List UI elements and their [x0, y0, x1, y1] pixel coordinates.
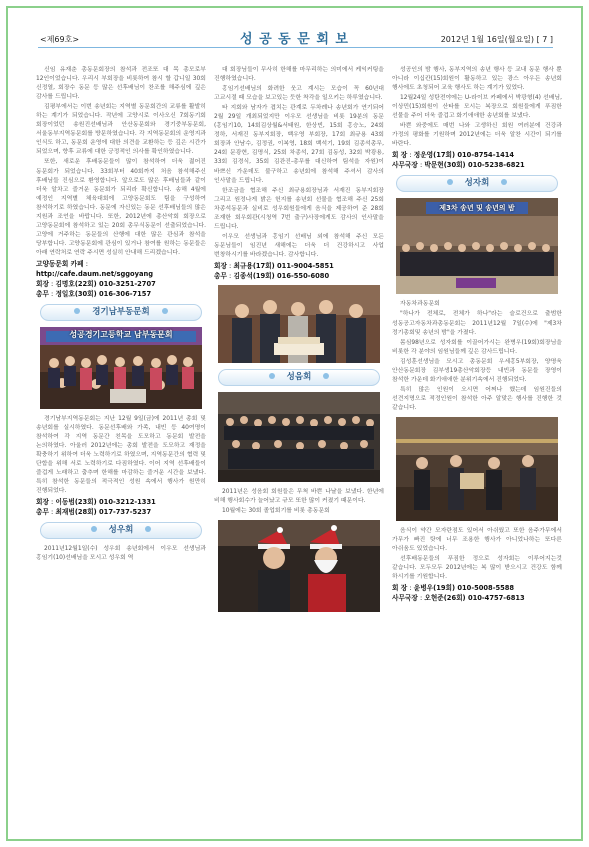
- column-2: [214, 66, 384, 618]
- article-paragraph: 10월에는 30회 졸업회기를 비롯 총동문회: [222, 508, 330, 515]
- contact-value: 윤병우(19회) 010-5008-5588: [413, 584, 515, 593]
- article-paragraph: 대 회장님들이 무사히 한해를 마무리하는 의미에서 케익커팅을 진행하였습니다.: [214, 67, 384, 83]
- contact-label: 사무국장: [392, 594, 418, 603]
- article-paragraph: 바쁜 와중에도 매번 나와 고생하신 회원 여러분에 건강과 가정의 평화를 기원하며 2012년에는 더욱 알찬 시간이 되기를 바란다.: [392, 123, 562, 148]
- contact-label: 회장: [36, 279, 49, 288]
- contact-value: 김종석(19회) 016-550-6080: [233, 271, 330, 280]
- column-3: [392, 66, 562, 603]
- article-paragraph: 김평부에서는 이번 송년회는 지역별 동문회간의 교류를 활발히 하는 계기가 되었습니다. 작년에 고양시로 이사오신 7회동기회 회장이었던 송원진선배님과 안산동문회와 경기중부동문회, 서울동부지역동문회를 방문하였습니다. 각 지역동문회의 운영지과 인식도 하고, 동문회 운영에 대한 의견을 교환하는 등 깊은 시간가 되었으며, 향후 교류에 대한 긍정적인 의사를 확인하였습니다.: [36, 104, 206, 156]
- column-1: [36, 66, 206, 565]
- article-paragraph: 한조금을 협조해 주신 최규용회장님과 서재진 동부지회장 그리고 원정나게 밝은 헌지를 송년회 선물을 협조해 주신 25회 차종석동문과 실비로 성우회원들에게 음식을 제공하여 준 28회 조재한 회우회관(시청역 7번 출구)사장에게도 감사의 인사말을 드립니다.: [214, 187, 384, 230]
- bullet-icon: [447, 179, 453, 185]
- issue-number: <제69호>: [40, 35, 80, 44]
- bullet-icon: [145, 526, 151, 532]
- contact-value: 오현준(26회) 010-4757-6813: [424, 594, 525, 603]
- contact-value: 최규용(17회) 011-9004-5851: [233, 261, 334, 270]
- bullet-icon: [501, 179, 507, 185]
- santa-event-image: [218, 520, 380, 612]
- contact-line: 총무 : 정일호(30회) 016-306-7157: [36, 289, 152, 298]
- photo-banner-text: 제3차 송년 및 송년의 밤: [439, 204, 515, 213]
- section-heading-seongja: 성자회: [396, 175, 558, 192]
- article-paragraph: 12월24일 성탄전야에는 U-라이브 카페에서 박광형(4) 선배님, 이상민(15)회원이 산타를 모시는 복장으로 회원들에게 푸짐한 선물을 주어 더욱 즐겁고 화기애애한 송년회를 보냈다.: [392, 95, 562, 120]
- article-paragraph: 2011년12월1일(수) 성우회 송년회에서 이우모 선생님과 홍임기(10)선배님을 모시고 성우회 역: [36, 546, 206, 562]
- article-paragraph: 이우모 선생님과 홍임기 선배님 외에 참석해 주신 모든 동문님들이 임진년 새해에는 더욱 더 건강하시고 사업 번창하시기를 바라겠습니다. 감사합니다.: [214, 233, 384, 258]
- contact-value: 이동범(23회) 010-3212-1331: [55, 498, 156, 507]
- article-paragraph: 특히 많은 인원이 오시면 어쩌나 했는데 임원진들의 선견지명으로 적정인원이 참석한 아주 알맞은 행사를 진행한 것 같습니다.: [392, 386, 562, 411]
- contact-label: 사무국장: [392, 161, 418, 170]
- seongeum-contacts: [392, 150, 562, 170]
- photo-seongeum-group: [218, 392, 380, 482]
- section-heading-seongwoo: 성우회: [40, 522, 202, 539]
- contact-line: 회장 : 이동범(23회) 010-3212-1331: [36, 498, 156, 507]
- issue-date: 2012년 1월 16일(월요일) [ 7 ]: [440, 35, 553, 44]
- section-heading-gyeonggi-south: 경기남부동문회: [40, 304, 202, 321]
- contact-line: 회장 : 최규용(17회) 011-9004-5851: [214, 261, 334, 270]
- cafe-link[interactable]: http://cafe.daum.net/sggoyang: [36, 269, 154, 278]
- bullet-icon: [269, 373, 275, 379]
- article-paragraph: "하나가 전체로, 전체가 하나"라는 슬로건으로 출범한 성동공고자동차과총동문회는 2011년12월 7일(수)에 "제3차 정기총회및 송년의 밤"을 가졌다.: [392, 311, 562, 336]
- article-paragraph: 김성훈선생님을 모시고 총동문회 우세홍5부회장, 양명욱 안산동문회장 김부생19총산악회장등 내빈과 동문들 장영이 참석한 가운데 화기애애한 분위기속에서 진행되었다.: [392, 358, 562, 383]
- bullet-icon: [91, 526, 97, 532]
- contact-line: 회 장 : 윤병우(19회) 010-5008-5588: [392, 584, 515, 593]
- article-paragraph: 타 지회와 남자가 겹치는 관계로 두차례나 송년회가 연기되어 2월 29일 개최되었지만 이우모 선생님을 비롯 19분의 동문(홍임기10, 14회김상월&서태원, 한상빈, 15회 홍승노, 24회 정하, 서재진 동부지회장, 백우영 부회장, 17회 최규용 43회 회장과 안남수, 김정권, 이복영, 18회 백석기, 19회 김종석총무, 24회 문광현, 김명식, 25회 차종석, 27회 김동성, 32회 박광용, 33회 김경식, 35회 김관진-총무를 대신하여 팀석을 자원)이 바쁘신 가운데도 불구하고 송년회에 참석해 주셔서 감사의 인사말을 드립니다.: [214, 105, 384, 184]
- article-paragraph: 경기남부지역동문회는 지난 12월 9일(금)에 2011년 총회 및 송년회를 실시하였다. 동문선후배와 가족, 내빈 등 40여명이 참석하여 각 지역 동문간 친목을 도모하고 동문회 발전을 논의하였다. 아울러 2012년에는 총회 발전을 도모하고 재정을 확충하기 위하여 더욱 노력하기로 하였으며, 지역동문간의 협력 및 단합을 위해 서로 노력하기로 다짐하였다. 이어 지역 선후배들이 즐겁게 노래하고 춤추며 한해를 마감하는 즐거운 시간을 보냈다. 특히 참석한 동문들의 적극적인 성원 속에서 행사가 원만히 진행되었다.: [36, 415, 206, 495]
- bullet-icon: [323, 373, 329, 379]
- contact-label: 총무: [36, 289, 49, 298]
- photo-seongja-event: [396, 198, 558, 294]
- seongja-ceremony-image: [396, 417, 558, 521]
- article-paragraph: 2011년은 성음회 회원들은 무척 바쁜 나날을 보냈다. 한년에 비해 행사회수가 늘어났고 규모 또한 많이 커졌기 때문이다.: [214, 488, 384, 505]
- contact-value: 최재범(28회) 017-737-5237: [55, 508, 152, 517]
- seongwoo-contacts: [214, 261, 384, 281]
- page-header: [8, 8, 581, 52]
- photo-banner-text: 성공경기고등학교 남부동문회: [69, 329, 173, 339]
- contact-label: 회장: [214, 261, 227, 270]
- contact-label: 고양동문회 카페: [36, 259, 84, 268]
- contact-value: 박문현(30회) 010-5238-6821: [424, 161, 525, 170]
- contact-line: 회장 : 김명호(22회) 010-3251-2707: [36, 279, 156, 288]
- seongja-contacts: [392, 583, 562, 603]
- gyeonggi-south-contacts: [36, 497, 206, 517]
- article-paragraph: 음식이 약간 모자란점도 있어서 아쉬웠고 또한 음주가무에서 가무가 빠진 탓에 너무 조용한 행사가 아니었나하는 또다른 아쉬움도 있었습니다.: [392, 527, 562, 553]
- header-divider: [38, 47, 553, 48]
- contact-line: 사무국장 : 오현준(26회) 010-4757-6813: [392, 594, 525, 603]
- article-paragraph: 또한, 새로운 후배동문들이 많이 참석하여 더욱 젊어진 동문회가 되었습니다. 33회부터 40회까지 처음 참석해주신 후배님들 진심으로 환영합니다. 앞으로도 많은 후배님들과 같이 더욱 알차고 즐거운 동문회가 되리라 확신합니다. 송해 4월에 예정인 지역별 체육대회에 고양동문회도 팀을 구성하여 참석하기로 하였습니다. 동문에 자신있는 동문 선후배님들의 많은 지원과 조언을 바랍니다. 또한, 2012년에 총산악회 회장으로 고양동문회에 참석하고 있는 20회 총무식동문이 선출되었습니다. 고양에 거주하는 동문들의 산행에 대한 많은 관심과 참석을 당부합니다. 고양동문회에 관심이 있거나 참여를 원하는 동문들은 아래 연락처로 연락 주시면 성실히 안내해 드리겠습니다.: [36, 159, 206, 256]
- photo-gyeonggi-south: [40, 327, 202, 409]
- contact-value: 김명호(22회) 010-3251-2707: [55, 279, 156, 288]
- bullet-icon: [74, 308, 80, 314]
- contact-value: 정일호(30회) 016-306-7157: [55, 289, 152, 298]
- contact-line: 고양동문회 카페 : http://cafe.daum.net/sggoyang: [36, 259, 154, 278]
- photo-seongja-ceremony: [396, 417, 558, 521]
- photo-santa-event: [218, 520, 380, 612]
- contact-label: 회 장: [392, 151, 408, 160]
- contact-label: 회 장: [392, 584, 408, 593]
- contact-value: 정운영(17회) 010-8754-1414: [413, 151, 515, 160]
- newsletter-page: [6, 6, 583, 841]
- contact-label: 회장: [36, 498, 49, 507]
- photo-cake-cutting: [218, 285, 380, 363]
- section-heading-seongeum: 성음회: [218, 369, 380, 386]
- contact-label: 총무: [36, 508, 49, 517]
- contact-line: 총무 : 김종석(19회) 016-550-6080: [214, 271, 330, 280]
- contact-line: 회 장 : 정운영(17회) 010-8754-1414: [392, 151, 515, 160]
- cake-cutting-image: [218, 285, 380, 363]
- contact-label: 총무: [214, 271, 227, 280]
- bullet-icon: [162, 308, 168, 314]
- contact-line: 사무국장 : 박문현(30회) 010-5238-6821: [392, 161, 525, 170]
- goyang-contacts: [36, 259, 206, 299]
- article-paragraph: 홍임기선배님의 화려한 웃고 계시는 모습이 꼭 60년대 고교시절 때 모습을 보고있는 듯한 착각을 일으키는 하루였습니다.: [214, 86, 384, 102]
- article-paragraph: 성공인의 밤 행사, 동부지역의 송년 행사 등 교내 동문 행사 뿐 아니라 이십칸(15)회원이 활동하고 있는 광스 아우든 송년회 행사에도 초청되어 교육 행사도 하는 계기가 있었다.: [392, 67, 562, 92]
- article-paragraph: 몸심98년으로 성자회를 이끌어가시는 완병우(19회)회장님을 비롯한 각 분야의 임원님들께 깊은 감사드립니다.: [392, 339, 562, 355]
- article-paragraph: 선후배동문들의 푸짐한 정으로 성자회는 이루어지는것 같습니다. 모두모두 2012년에는 복 많이 받으시고 건강도 함께 하시기를 기원합니다.: [392, 556, 562, 581]
- newsletter-title: 성 공 동 문 회 보: [240, 32, 349, 47]
- article-paragraph: 신임 유재춘 총동문회장의 참석과 전조또 대 목 총모로부 12인이었습니다. 우리시 부회장을 비롯하여 참시 할 갑니일 30회 신정열, 회장수 동문 등 많은 선후배님이 찬조를 해주심에 깊은 감사를 드립니다.: [36, 67, 206, 101]
- contact-line: 총무 : 최재범(28회) 017-737-5237: [36, 508, 152, 517]
- seongeum-group-image: [218, 392, 380, 482]
- article-paragraph: 자동차과동문회: [400, 301, 440, 308]
